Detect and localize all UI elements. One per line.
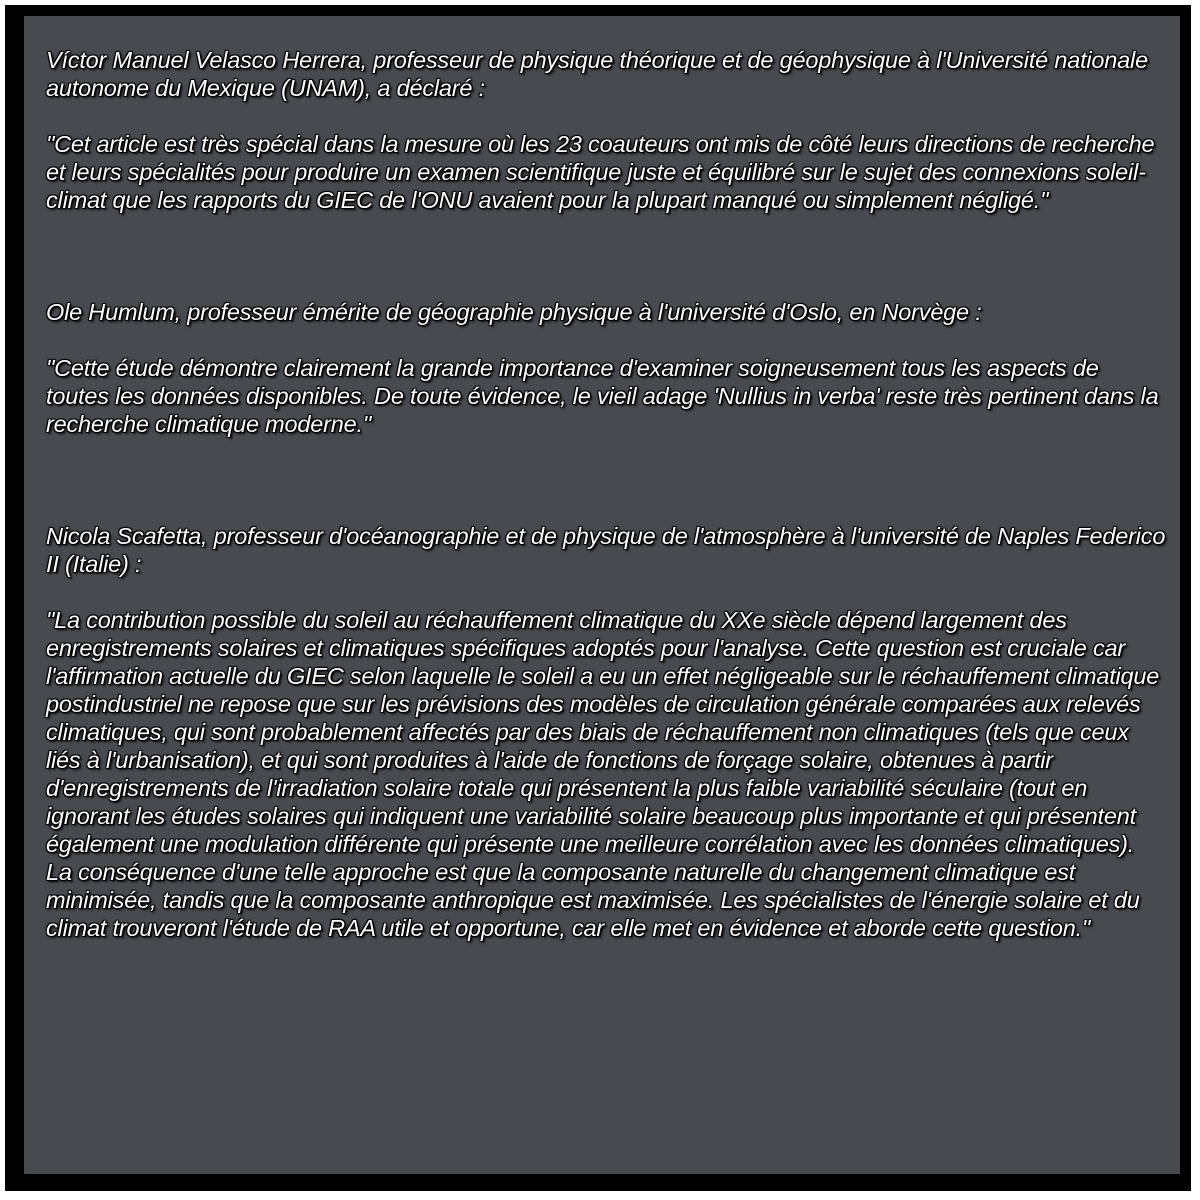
quotes-content xyxy=(46,46,1166,942)
section-spacer xyxy=(46,214,1166,298)
speaker-scafetta: Nicola Scafetta, professeur d'océanographie et de physique de l'atmosphère à l'université de Naples Federico II (Italie) : xyxy=(46,523,1166,577)
spacer xyxy=(46,578,1166,606)
quote-panel xyxy=(24,16,1180,1174)
quote-humlum: "Cette étude démontre clairement la grande importance d'examiner soigneusement tous les aspects de toutes les données disponibles. De toute évidence, le vieil adage 'Nullius in verba' reste très pertinent dans la recherche climatique moderne." xyxy=(46,355,1159,437)
speaker-humlum: Ole Humlum, professeur émérite de géographie physique à l'université d'Oslo, en Norvège : xyxy=(46,299,982,325)
section-spacer xyxy=(46,438,1166,522)
quote-velasco: "Cet article est très spécial dans la mesure où les 23 coauteurs ont mis de côté leurs directions de recherche et leurs spécialités pour produire un examen scientifique juste et équilibré sur le sujet des connexions soleil-climat que les rapports du GIEC de l'ONU avaient pour la plupart manqué ou simplement négligé." xyxy=(46,131,1155,213)
outer-frame xyxy=(5,5,1191,1191)
spacer xyxy=(46,102,1166,130)
spacer xyxy=(46,326,1166,354)
quote-scafetta: "La contribution possible du soleil au réchauffement climatique du XXe siècle dépend largement des enregistrements solaires et climatiques spécifiques adoptés pour l'analyse. Cette question est cruciale car l'affirmation actuelle du GIEC selon laquelle le soleil a eu un effet négligeable sur le réchauffement climatique postindustriel ne repose que sur les prévisions des modèles de circulation générale comparées aux relevés climatiques, qui sont probablement affectés par des biais de réchauffement non climatiques (tels que ceux liés à l'urbanisation), et qui sont produites à l'aide de fonctions de forçage solaire, obtenues à partir d'enregistrements de l'irradiation solaire totale qui présentent la plus faible variabilité séculaire (tout en ignorant les études solaires qui indiquent une variabilité solaire beaucoup plus importante et qui présentent également une modulation différente qui présente une meilleure corrélation avec les données climatiques). La conséquence d'une telle approche est que la composante naturelle du changement climatique est minimisée, tandis que la composante anthropique est maximisée. Les spécialistes de l'énergie solaire et du climat trouveront l'étude de RAA utile et opportune, car elle met en évidence et aborde cette question." xyxy=(46,607,1160,941)
quote-block-humlum xyxy=(46,298,1166,438)
speaker-velasco: Víctor Manuel Velasco Herrera, professeur de physique théorique et de géophysique à l'Université nationale autonome du Mexique (UNAM), a déclaré : xyxy=(46,47,1148,101)
quote-block-scafetta xyxy=(46,522,1166,942)
quote-block-velasco xyxy=(46,46,1166,214)
